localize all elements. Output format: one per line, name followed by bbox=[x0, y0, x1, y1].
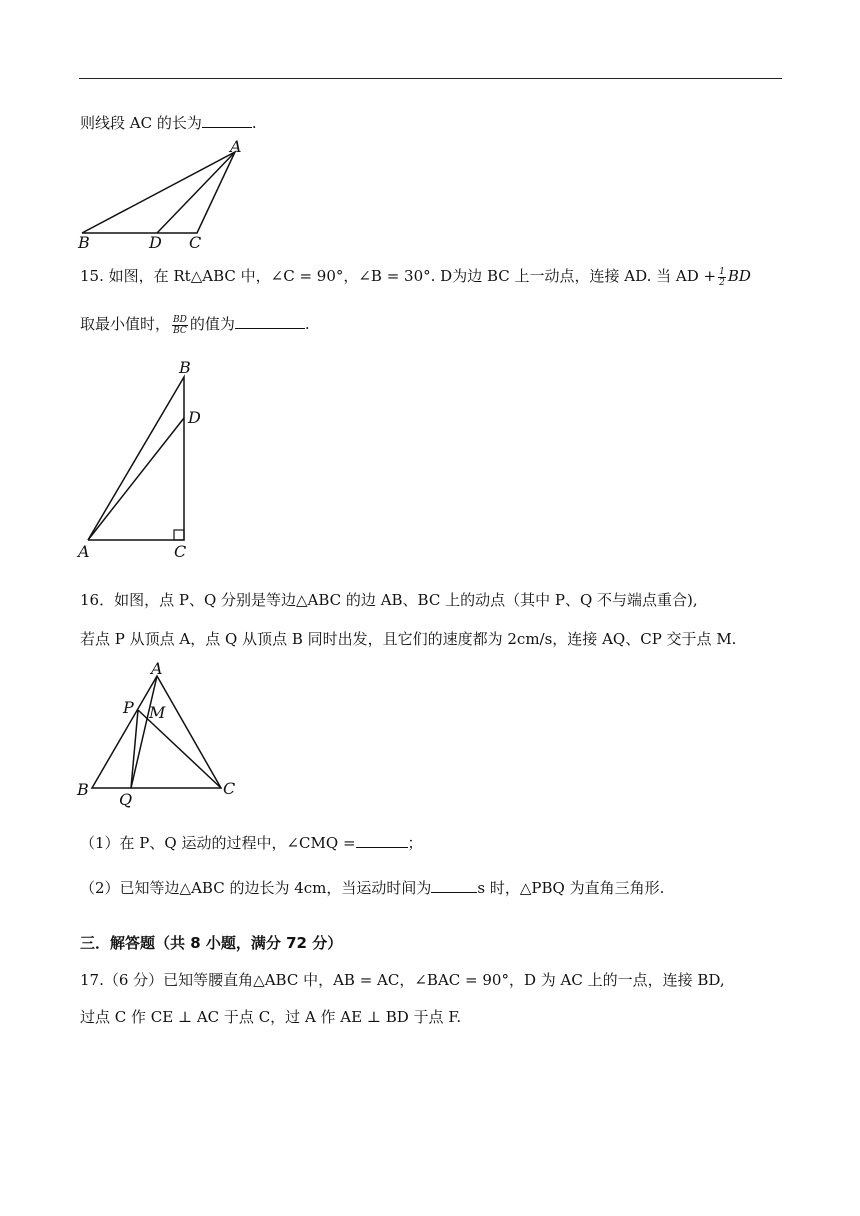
q15-line2 bbox=[80, 313, 310, 336]
q16-label-c: C bbox=[223, 779, 236, 798]
q17-line1: 17.（6 分）已知等腰直角△ABC 中，AB = AC，∠BAC = 90°，D 为 AC 上的一点，连接 BD, bbox=[80, 971, 725, 989]
q16-triangle-figure bbox=[75, 660, 245, 810]
q16-sub1 bbox=[80, 832, 423, 853]
q16-line1: 16．如图，点 P、Q 分别是等边△ABC 的边 AB、BC 上的动点（其中 P、Q 不与端点重合), bbox=[80, 591, 698, 609]
q14-label-b: B bbox=[78, 233, 90, 252]
q15-text-2: 取最小值时， bbox=[80, 315, 171, 333]
q16-sub2-end: s 时，△PBQ 为直角三角形. bbox=[477, 879, 665, 897]
section3-heading: 三．解答题（共 8 小题，满分 72 分） bbox=[80, 934, 343, 952]
q16-label-q: Q bbox=[119, 790, 133, 809]
q17-line2: 过点 C 作 CE ⊥ AC 于点 C，过 A 作 AE ⊥ BD 于点 F. bbox=[80, 1008, 462, 1026]
q15-triangle-figure bbox=[75, 355, 215, 565]
q15-text-3: 的值为 bbox=[189, 315, 235, 333]
q15-label-a: A bbox=[78, 542, 90, 561]
q14-label-c: C bbox=[189, 233, 202, 252]
q14-label-a: A bbox=[230, 137, 242, 156]
q16-label-a: A bbox=[151, 659, 163, 678]
q16-label-m: M bbox=[149, 703, 166, 722]
q16-sub1-text: （1）在 P、Q 运动的过程中，∠CMQ = bbox=[80, 834, 356, 852]
q15-label-b: B bbox=[179, 358, 191, 377]
q15-ratio-fraction: $\frac{BD}{BC}$ bbox=[173, 314, 187, 336]
q15-bd: BD bbox=[727, 267, 751, 285]
q15-line1 bbox=[80, 266, 751, 288]
q16-line2: 若点 P 从顶点 A，点 Q 从顶点 B 同时出发，且它们的速度都为 2cm/s，连接 AQ、CP 交于点 M. bbox=[80, 630, 737, 648]
q16-label-b: B bbox=[77, 780, 89, 799]
q16-sub2-text: （2）已知等边△ABC 的边长为 4cm，当运动时间为 bbox=[80, 879, 432, 897]
q16-sub1-end: ； bbox=[407, 834, 423, 852]
header-rule bbox=[79, 78, 782, 79]
q15-label-d: D bbox=[188, 408, 201, 427]
q14-prompt: 则线段 AC 的长为 bbox=[80, 114, 202, 132]
q15-half-fraction: $\frac{1}{2}$ bbox=[719, 266, 725, 288]
right-angle-mark bbox=[174, 530, 184, 540]
q15-answer-blank[interactable] bbox=[235, 313, 305, 329]
q15-label-c: C bbox=[174, 542, 187, 561]
q16-sub2 bbox=[80, 877, 664, 898]
q16-sub2-blank[interactable] bbox=[431, 877, 477, 893]
q16-label-p: P bbox=[123, 698, 134, 717]
q14-label-d: D bbox=[149, 233, 162, 252]
q14-triangle-figure bbox=[70, 138, 270, 253]
q15-text-1: 15. 如图，在 Rt△ABC 中，∠C = 90°，∠B = 30°. D为边 BC 上一动点，连接 AD. 当 AD + bbox=[80, 267, 717, 285]
q14-period: . bbox=[251, 114, 257, 132]
q15-period: . bbox=[304, 315, 310, 333]
q14-text bbox=[80, 112, 257, 133]
q16-sub1-blank[interactable] bbox=[356, 832, 408, 848]
q14-answer-blank[interactable] bbox=[202, 112, 252, 128]
